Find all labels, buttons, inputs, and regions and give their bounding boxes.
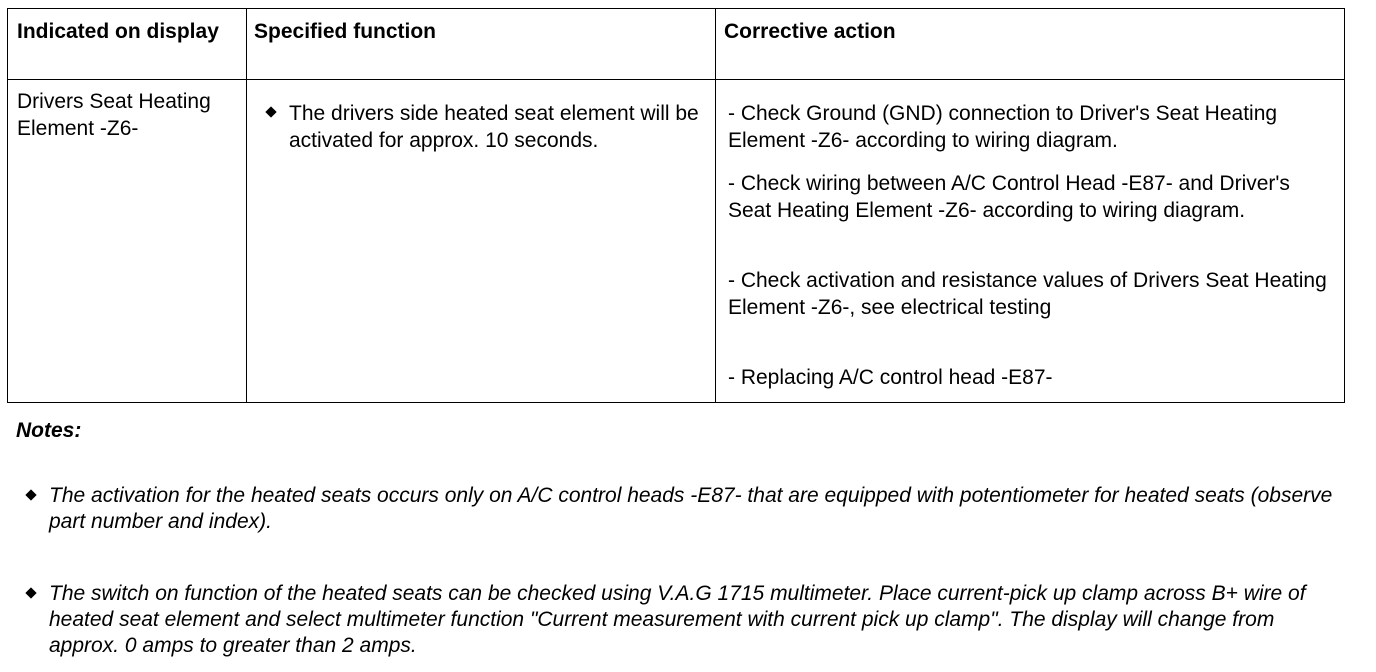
diagnosis-table: [7, 8, 1345, 403]
corrective-action-item: - Check activation and resistance values of Drivers Seat Heating Element -Z6-, see electrical testing: [728, 269, 1327, 319]
bullet-diamond-icon: [25, 587, 36, 598]
bullet-diamond-icon: [25, 489, 36, 500]
note-item: The activation for the heated seats occurs only on A/C control heads -E87- that are equipped with potentiometer for heated seats (observe part number and index).: [49, 484, 1333, 533]
header-corrective-action: Corrective action: [724, 20, 896, 43]
corrective-action-item: - Replacing A/C control head -E87-: [728, 366, 1053, 389]
header-specified-function: Specified function: [254, 20, 437, 43]
note-item: The switch on function of the heated seats can be checked using V.A.G 1715 multimeter. Place current-pick up clamp across B+ wire of heated seat element and select multimeter function "Current measurement with current pick up clamp". The display will change from approx. 0 amps to greater than 2 amps.: [49, 582, 1306, 657]
bullet-diamond-icon: [265, 106, 276, 117]
header-indicated-on-display: Indicated on display: [17, 20, 219, 43]
corrective-action-item: - Check Ground (GND) connection to Driver's Seat Heating Element -Z6- according to wiring diagram.: [728, 102, 1278, 152]
notes-title: Notes:: [16, 419, 82, 442]
indicated-value: Drivers Seat Heating Element -Z6-: [17, 90, 211, 140]
corrective-action-item: - Check wiring between A/C Control Head -E87- and Driver's Seat Heating Element -Z6- according to wiring diagram.: [728, 172, 1290, 222]
column-divider: [715, 9, 716, 402]
specified-function-text: The drivers side heated seat element will be activated for approx. 10 seconds.: [289, 102, 699, 152]
column-divider: [246, 9, 247, 402]
